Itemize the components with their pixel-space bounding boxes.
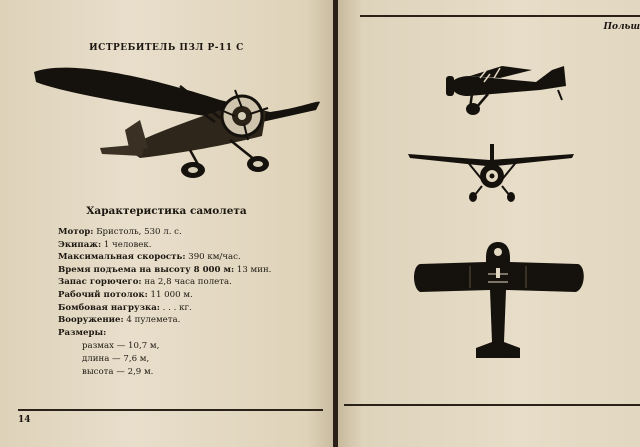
page-number: 14 [18, 415, 31, 425]
dimensions-list [82, 340, 159, 379]
spec-fuel: Запас горючего: на 2,8 часа полета. [58, 277, 232, 288]
header-rule [360, 15, 640, 17]
spec-crew: Экипаж: 1 человек. [58, 239, 152, 250]
spec-bomb-load: Бомбовая нагрузка: . . . кг. [58, 302, 192, 313]
spec-armament: Вооружение: 4 пулемета. [58, 315, 181, 326]
specs-heading: Характеристика самолета [86, 205, 247, 217]
footer-rule-right [344, 404, 640, 406]
spec-engine: Мотор: Бристоль, 530 л. с. [58, 227, 182, 237]
page-title: ИСТРЕБИТЕЛЬ ПЗЛ Р-11 С [89, 43, 244, 53]
fighter-3q-illustration [30, 60, 322, 185]
fighter-top-silhouette [410, 238, 588, 362]
spec-climb-time: Время подъема на высоту 8 000 м: 13 мин. [58, 264, 272, 275]
footer-rule [18, 409, 323, 411]
spec-max-speed: Максимальная скорость: 390 км/час. [58, 252, 241, 263]
specs-list [58, 226, 323, 339]
spec-dimensions-label: Размеры: [58, 327, 107, 338]
dim-length: длина — 7,6 м, [82, 354, 150, 364]
dim-wingspan: размах — 10,7 м, [82, 341, 160, 351]
fighter-front-silhouette [406, 142, 576, 204]
dim-height: высота — 2,9 м. [82, 367, 154, 377]
running-head: Польш [603, 22, 640, 32]
spec-ceiling: Рабочий потолок: 11 000 м. [58, 289, 193, 300]
fighter-side-silhouette [440, 56, 572, 120]
